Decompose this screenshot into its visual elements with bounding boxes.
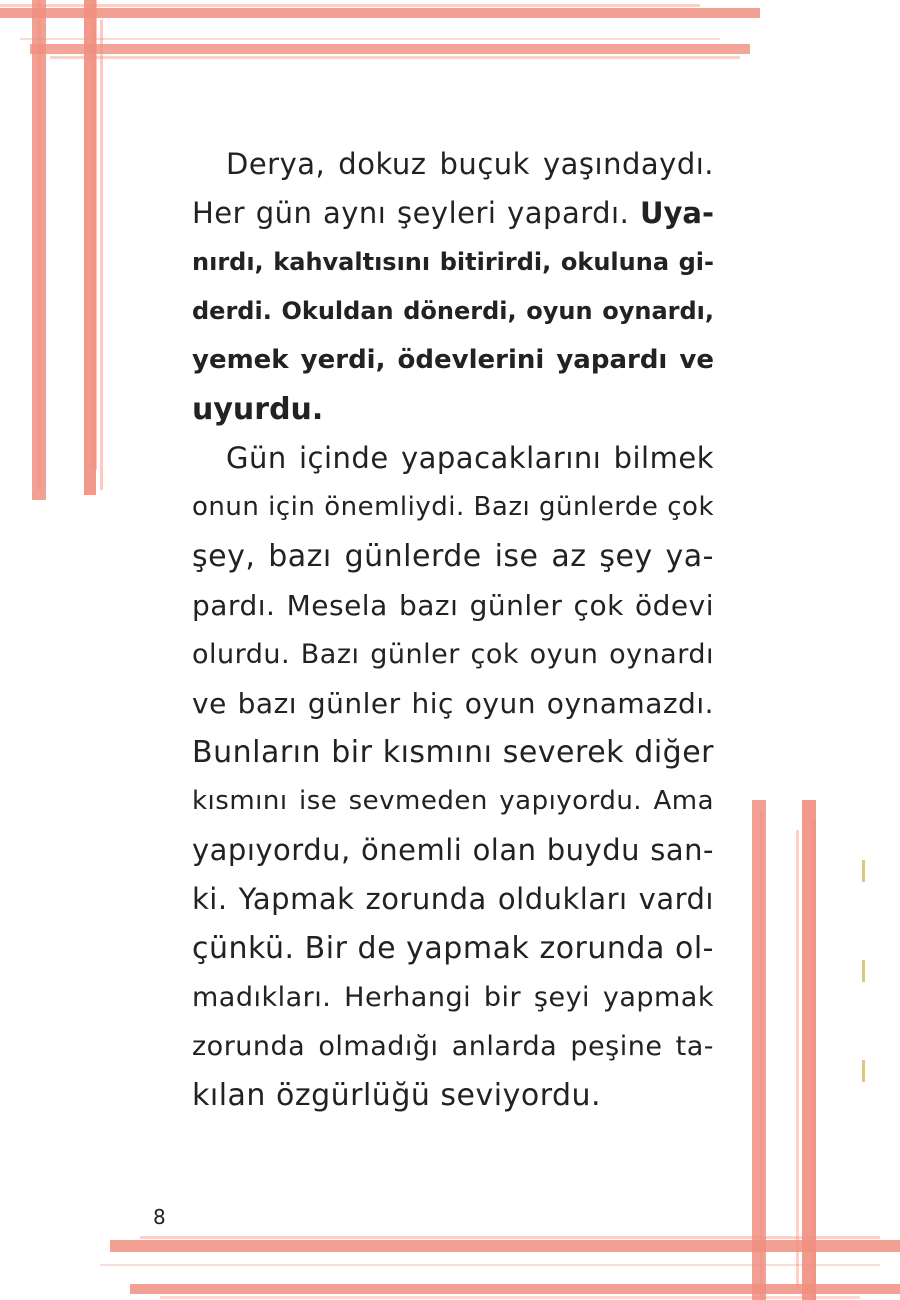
bold-text-span: uyurdu. [192,392,324,427]
text-line: şey, bazı günlerde ise az şey ya- [192,539,714,574]
text-line: zorunda olmadığı anlarda peşine ta- [192,1031,714,1062]
story-text [192,140,714,1120]
text-line: ve bazı günler hiç oyun oynamazdı. [192,687,714,720]
text-span: Her gün aynı şeyleri yapardı. [192,196,640,230]
text-line [192,336,714,385]
edge-mark-3 [862,1060,865,1082]
bold-text-span: derdi. Okuldan dönerdi, oyun oynardı, [192,297,714,325]
edge-mark-2 [862,960,865,982]
page-number: 8 [153,1205,166,1229]
text-line: Gün içinde yapacaklarını bilmek [226,441,714,475]
text-line: madıkları. Herhangi bir şeyi yapmak [192,982,714,1013]
text-line: pardı. Mesela bazı günler çok ödevi [192,589,714,622]
text-line: kılan özgürlüğü seviyordu. [192,1078,602,1113]
bold-text-span: yemek yerdi, ödevlerini yapardı ve [192,345,714,375]
text-line: kısmını ise sevmeden yapıyordu. Ama [192,786,714,816]
text-line [192,287,714,336]
text-line: Bunların bir kısmını severek diğer [192,735,714,770]
bold-text-span: Uya- [639,196,714,230]
text-line: onun için önemliydi. Bazı günlerde çok [192,492,714,522]
text-line: olurdu. Bazı günler çok oyun oynardı [192,639,714,670]
text-line [192,385,714,434]
text-line [192,189,714,238]
text-line: ki. Yapmak zorunda oldukları vardı [192,882,714,916]
text-line: çünkü. Bir de yapmak zorunda ol- [192,931,714,966]
text-line [192,140,714,189]
text-line: yapıyordu, önemli olan buydu san- [192,833,714,867]
bold-text-span: nırdı, kahvaltısını bitirirdi, okuluna gi- [192,248,714,276]
text-line [192,238,714,287]
edge-mark-1 [862,860,865,882]
text-span: Derya, dokuz buçuk yaşındaydı. [226,147,714,181]
